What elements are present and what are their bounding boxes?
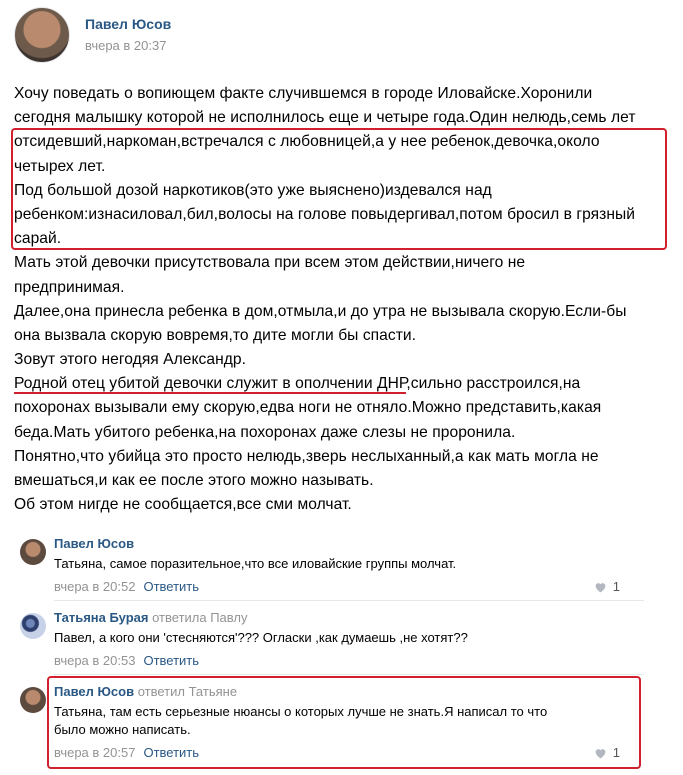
post-line: Понятно,что убийца это просто нелюдь,зверь неслыханный,а как мать могла не xyxy=(14,447,599,465)
like-count: 1 xyxy=(612,745,620,760)
comment-avatar[interactable] xyxy=(20,613,46,639)
reply-button[interactable]: Ответить xyxy=(143,579,200,594)
post-line: предпринимая. xyxy=(14,278,125,296)
post-line: Зовут этого негодяя Александр. xyxy=(14,351,247,369)
post-line: Об этом нигде не сообщается,все сми молчат. xyxy=(14,496,352,514)
comment-date[interactable]: вчера в 20:57 xyxy=(54,745,136,760)
post-line: сарай. xyxy=(14,230,62,248)
post-line: Под большой дозой наркотиков(это уже выяснено)издевался над xyxy=(14,181,492,199)
reply-button[interactable]: Ответить xyxy=(143,653,200,668)
like-count: 1 xyxy=(612,579,620,594)
comment-divider xyxy=(54,674,644,675)
post-line: похоронах вызывали ему скорую,едва ноги не отняло.Можно представить,какая xyxy=(14,399,602,417)
author-block xyxy=(85,15,171,55)
highlight-box xyxy=(47,676,641,769)
comment-text-line: было можно написать. xyxy=(54,722,191,737)
post-line: она вызвала скорую вовремя,то дите могли бы спасти. xyxy=(14,326,417,344)
heart-icon xyxy=(594,581,607,593)
comment-avatar[interactable] xyxy=(20,687,46,713)
like-button[interactable] xyxy=(594,578,620,596)
post-line: сегодня малышку которой не исполнилось еще и четыре года.Один нелюдь,семь лет xyxy=(14,109,636,127)
underlined-text: Родной отец убитой девочки служит в ополчении ДНР xyxy=(14,375,407,393)
comment-reply-to[interactable]: ответила Павлу xyxy=(152,610,248,625)
comment-body xyxy=(54,535,640,596)
post-line-rest: ,сильно расстроился,на xyxy=(406,375,581,393)
post-line: ребенком:изнасиловал,бил,волосы на голове повыдергивал,потом бросил в грязный xyxy=(14,205,636,223)
post-line: четырех лет. xyxy=(14,157,106,175)
post-header xyxy=(14,8,171,62)
comment-author[interactable]: Татьяна Бурая xyxy=(54,610,149,625)
post-line: Далее,она принесла ребенка в дом,отмыла,и до утра не вызывала скорую.Если-бы xyxy=(14,302,627,320)
reply-button[interactable]: Ответить xyxy=(143,745,200,760)
comment-author[interactable]: Павел Юсов xyxy=(54,536,135,551)
post-line: беда.Мать убитого ребенка,на похоронах даже слезы не проронила. xyxy=(14,423,516,441)
post-line: отсидевший,наркоман,встречался с любовницей,а у нее ребенок,девочка,около xyxy=(14,133,600,151)
post-line: Хочу поведать о вопиющем факте случившемся в городе Иловайске.Хоронили xyxy=(14,85,593,102)
comment-text: Татьяна, самое поразительное,что все иловайские группы молчат. xyxy=(54,556,457,571)
comment-text: Павел, а кого они 'стесняются'??? Огласки ,как думаешь ,не хотят?? xyxy=(54,630,468,645)
post-line: вмешаться,и как ее после этого можно называть. xyxy=(14,472,374,489)
post-line: Мать этой девочки присутствовала при всем этом действии,ничего не xyxy=(14,254,526,272)
post-line-underlined xyxy=(14,372,644,396)
comment-body xyxy=(54,609,640,670)
comment-meta xyxy=(54,652,640,670)
post-author-name[interactable]: Павел Юсов xyxy=(85,16,172,32)
author-avatar[interactable] xyxy=(14,7,70,63)
comment-date[interactable]: вчера в 20:53 xyxy=(54,653,136,668)
post-date[interactable]: вчера в 20:37 xyxy=(85,38,167,53)
comment-text-line: Татьяна, там есть серьезные нюансы о которых лучше не знать.Я написал то что xyxy=(54,704,548,719)
comment-date[interactable]: вчера в 20:52 xyxy=(54,579,136,594)
comment-divider xyxy=(54,600,644,601)
comment-meta xyxy=(54,578,640,596)
comment-author[interactable]: Павел Юсов xyxy=(54,684,135,699)
comment-reply-to[interactable]: ответил Татьяне xyxy=(137,684,238,699)
highlight-box xyxy=(11,128,667,250)
comment-header xyxy=(54,609,640,627)
comment-avatar[interactable] xyxy=(20,539,46,565)
